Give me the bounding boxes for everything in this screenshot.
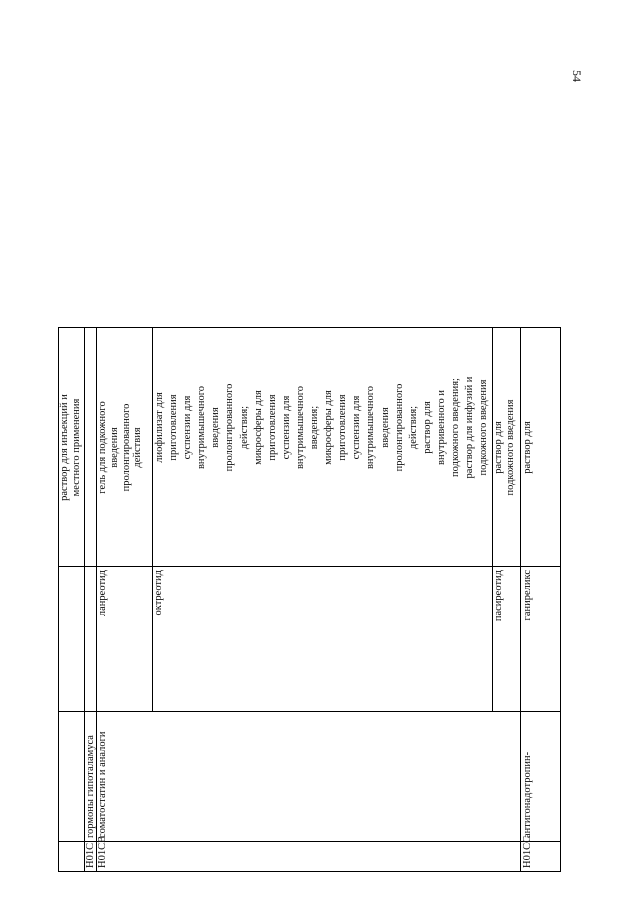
table-landscape <box>58 327 561 872</box>
name-h01cc: антигонадотропин- <box>522 751 533 838</box>
prev-form-line2: местного применения <box>70 398 82 497</box>
code-h01c: H01C <box>85 842 96 868</box>
code-h01cb: H01CB <box>97 835 108 868</box>
prev-form-line1: раствор для инъекций и <box>59 394 70 501</box>
prev-form <box>59 328 83 567</box>
name-h01c: гормоны гипоталамуса <box>85 735 96 838</box>
name-h01cb: соматостатин и аналоги <box>97 731 108 838</box>
drug-ganirelix: ганиреликс <box>522 570 533 621</box>
page-number: 54 <box>570 70 584 82</box>
drug-pasireotide: пасиреотид <box>493 570 504 622</box>
code-h01cc: H01CC <box>522 835 533 868</box>
form-pasireotide: раствор для подкожного введения <box>493 399 516 496</box>
rotated-table <box>58 327 603 868</box>
form-lanreotide: гель для подкожного введения пролонгированного действия <box>97 401 144 494</box>
drug-lanreotide: ланреотид <box>97 570 108 617</box>
drug-octreotide: октреотид <box>153 570 164 616</box>
form-octreotide: лиофилизат для приготовления суспензии для внутримышечного введения пролонгированного действия; микросферы для приготовления суспензии для внутримышечного введения; микросферы для приготовления суспензии для внутримышечного введения пролонгированного действия; раствор для внутривенного и подкожного введения; раствор для инфузий и подкожного введения <box>154 376 490 479</box>
form-ganirelix: раствор для <box>522 421 533 474</box>
